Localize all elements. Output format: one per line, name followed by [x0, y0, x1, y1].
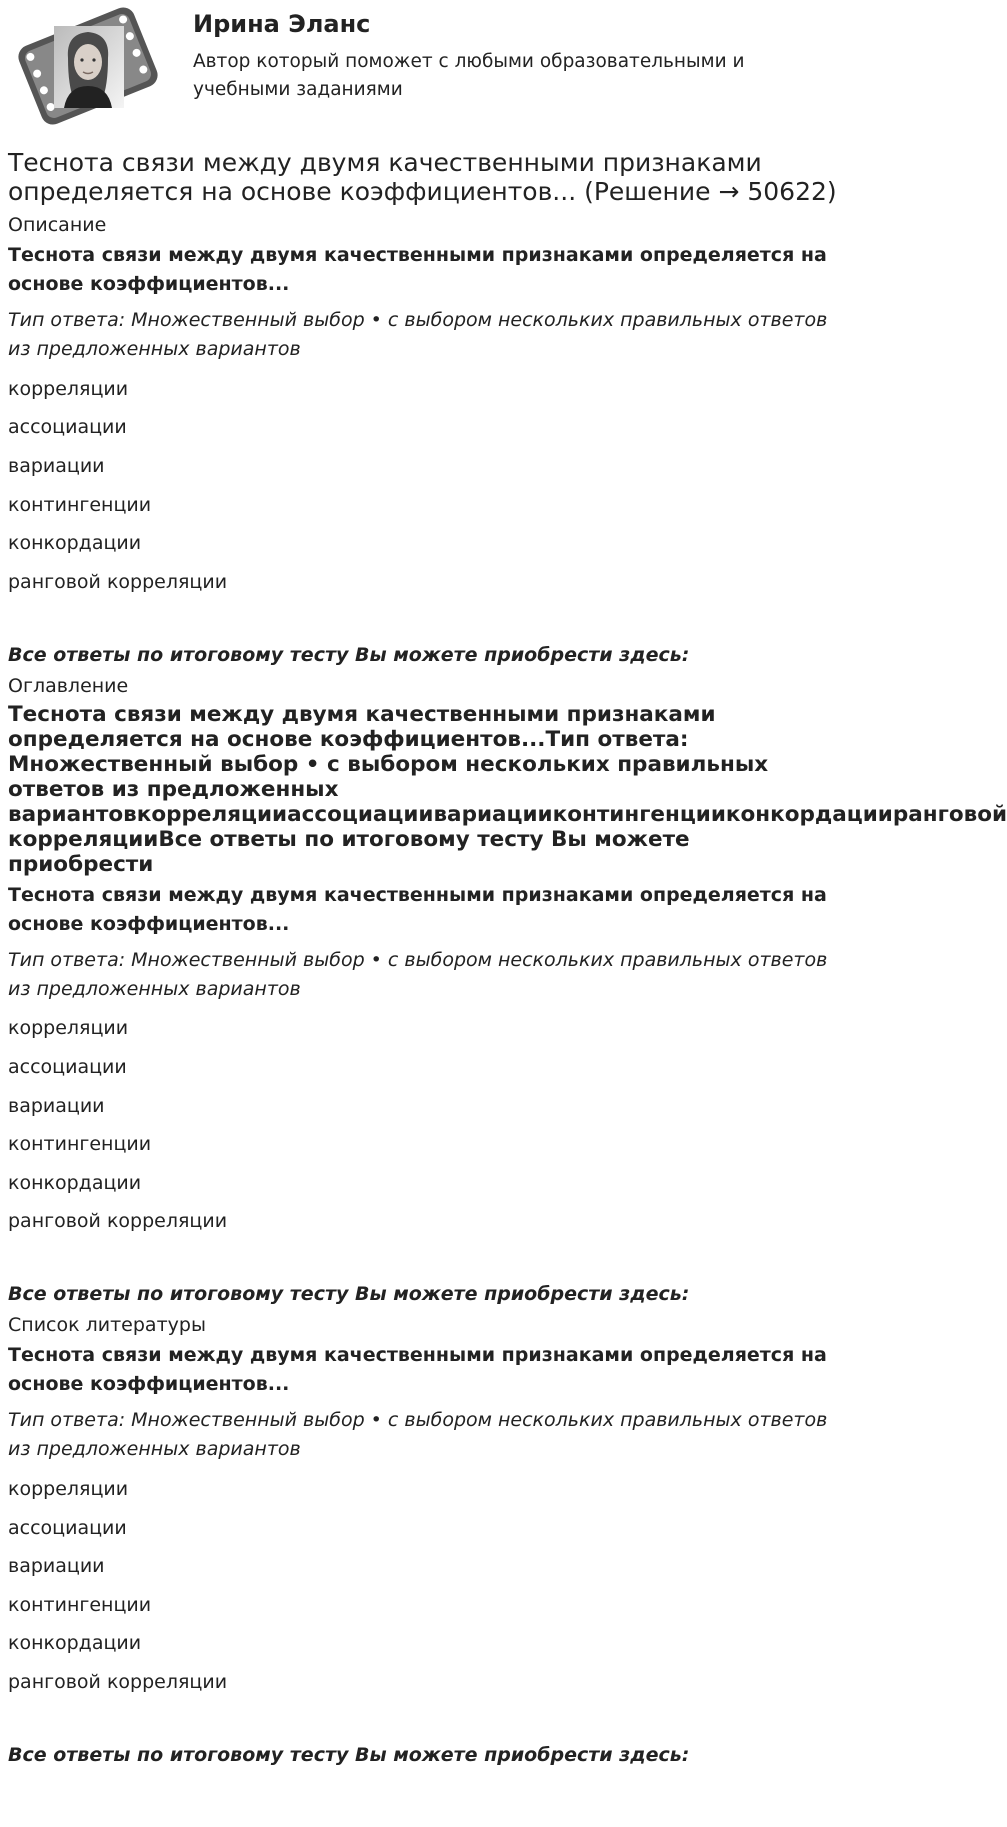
toc-section [8, 674, 1007, 1307]
toc-summary-line: определяется на основе коэффициентов...Тип ответа: [8, 726, 689, 752]
option-item: ранговой корреляции [8, 1670, 228, 1693]
page-title: Теснота связи между двумя качественными признаками определяется на основе коэффициентов... (Решение → 50622) [8, 148, 837, 206]
toc-summary-line: приобрести [8, 851, 154, 877]
option-item: вариации [8, 1555, 105, 1578]
question-title: Теснота связи между двумя качественными признаками определяется на основе коэффициентов... [8, 883, 827, 935]
section-label-toc: Оглавление [8, 674, 129, 697]
answer-type: Тип ответа: Множественный выбор • с выбором нескольких правильных ответов из предложенных вариантов [8, 309, 828, 360]
answer-type: Тип ответа: Множественный выбор • с выбором нескольких правильных ответов из предложенных вариантов [8, 1409, 828, 1461]
option-item: контингенции [8, 1133, 152, 1156]
question-title: Теснота связи между двумя качественными признаками определяется на основе коэффициентов... [8, 244, 827, 295]
toc-summary-line: Множественный выбор • с выбором нескольких правильных [8, 751, 769, 777]
option-item: конкордации [8, 1171, 142, 1194]
option-item: вариации [8, 454, 105, 477]
buy-answers-note: Все ответы по итоговому тесту Вы можете приобрести здесь: [8, 1743, 690, 1766]
toc-summary [8, 701, 1007, 877]
author-photo-avatar-icon [16, 6, 160, 126]
buy-answers-note: Все ответы по итоговому тесту Вы можете приобрести здесь: [8, 643, 690, 666]
description-section [8, 214, 839, 667]
option-item: корреляции [8, 1017, 129, 1040]
author-card [8, 0, 839, 140]
option-item: ассоциации [8, 416, 127, 439]
option-item: ассоциации [8, 1055, 127, 1078]
option-item: корреляции [8, 377, 129, 400]
options-list [8, 370, 839, 602]
options-list [8, 1470, 839, 1702]
author-name[interactable]: Ирина Эланс [193, 10, 371, 38]
author-description: Автор который поможет с любыми образовательными и учебными заданиями [193, 51, 745, 100]
avatar[interactable] [16, 6, 160, 126]
toc-summary-line: Теснота связи между двумя качественными признаками [8, 701, 716, 727]
toc-summary-line: ответов из предложенных [8, 776, 339, 802]
option-item: вариации [8, 1094, 105, 1117]
section-label-references: Список литературы [8, 1314, 206, 1337]
option-item: конкордации [8, 532, 142, 555]
references-section [8, 1314, 839, 1767]
answer-type: Тип ответа: Множественный выбор • с выбором нескольких правильных ответов из предложенных вариантов [8, 948, 828, 1000]
option-item: ассоциации [8, 1516, 127, 1539]
question-title: Теснота связи между двумя качественными признаками определяется на основе коэффициентов... [8, 1344, 827, 1396]
option-item: контингенции [8, 493, 152, 516]
option-item: ранговой корреляции [8, 570, 228, 593]
buy-answers-note: Все ответы по итоговому тесту Вы можете приобрести здесь: [8, 1283, 690, 1306]
option-item: ранговой корреляции [8, 1210, 228, 1233]
option-item: корреляции [8, 1477, 129, 1500]
option-item: конкордации [8, 1632, 142, 1655]
option-item: контингенции [8, 1593, 152, 1616]
options-list [8, 1010, 839, 1242]
toc-summary-line: вариантовкорреляцииассоциациивариацииконтингенцииконкордацииранговой [8, 801, 1007, 827]
section-label-description: Описание [8, 214, 107, 236]
toc-summary-line: корреляцииВсе ответы по итоговому тесту Вы можете [8, 826, 690, 852]
